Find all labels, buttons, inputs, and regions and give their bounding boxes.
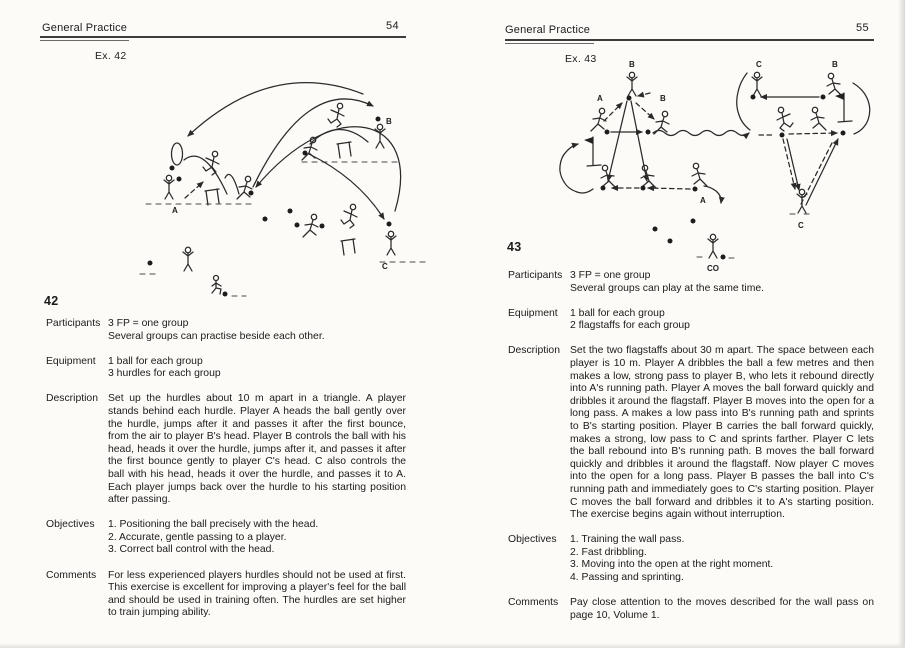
stick-figure [627, 72, 637, 96]
page-header-title: General Practice [505, 24, 591, 36]
section-line: 2 flagstaffs for each group [570, 320, 690, 332]
pass-arrow [188, 83, 363, 136]
section-line: 3 FP = one group [570, 270, 651, 281]
diagram-label-b-mid: B [660, 94, 666, 103]
diagram-label-b-top: B [629, 60, 635, 69]
section-line: 3 hurdles for each group [108, 368, 221, 380]
hurdle-icon [205, 189, 219, 205]
figure-caption: Ex. 42 [95, 50, 127, 62]
player-group-b [302, 103, 402, 162]
participants-label: Participants [508, 270, 563, 281]
player-group-a [146, 143, 256, 215]
left-circuit [560, 60, 721, 205]
header-title-underline [40, 40, 129, 41]
run-arrow [648, 188, 690, 189]
exercise-43-diagram [537, 57, 905, 279]
stick-figure [341, 204, 357, 228]
stick-figure [692, 163, 707, 186]
comments-label: Comments [508, 597, 559, 609]
exercise-number: 42 [44, 294, 59, 308]
section-line: 1. Positioning the ball precisely with the head. [108, 519, 319, 531]
ball-dot [668, 239, 673, 244]
diagram-label-a-bottom: A [700, 196, 706, 205]
section-line: Several groups can practise beside each other. [108, 330, 325, 342]
ball-dot [601, 186, 606, 191]
stick-figure [708, 234, 718, 258]
ground-line [140, 274, 246, 296]
header-arc [310, 129, 368, 144]
equipment-section [508, 308, 874, 333]
flagstaff-icon [584, 137, 601, 166]
dribble-loop [737, 73, 750, 130]
equipment-label: Equipment [46, 355, 96, 367]
hurdle-icon [341, 239, 355, 255]
dribble-loop [853, 83, 870, 134]
exercise-42-diagram [132, 58, 454, 295]
ball-dot [653, 227, 658, 232]
stick-figure [827, 73, 842, 96]
comments-section [46, 570, 406, 620]
page-header-title: General Practice [42, 22, 128, 34]
run-path [801, 141, 833, 204]
comments-text: Pay close attention to the moves described for the wall pass on page 10, Volume 1. [570, 597, 874, 621]
section-line: 3. Correct ball control with the head. [108, 544, 275, 556]
stick-figure [164, 175, 174, 199]
description-text: Set up the hurdles about 10 m apart in a triangle. A player stands behind each hurdle. Player A heads the ball gently over the hurdle, jumps after it and passes it after the first bounce, from the air to player B's head. Player B controls the ball with his head, heads it over the hurdle, jumps after it, and passes it after the first bounce gently to player C's head. C also controls the ball with his head, heads it over the hurdle, and passes it to A. Each player jumps back over the hurdle to his starting position after passing. [108, 393, 406, 506]
section-line: 3 FP = one group [108, 318, 189, 329]
section-line: 1 ball for each group [108, 355, 203, 367]
header-title-underline [505, 43, 594, 44]
section-line: 2. Fast dribbling. [570, 546, 647, 558]
ball-dot [148, 261, 153, 266]
stick-figure [328, 103, 344, 127]
jump-arrow [185, 182, 203, 198]
stick-figure [237, 176, 252, 199]
section-line: Several groups can play at the same time. [570, 282, 765, 294]
comments-label: Comments [46, 569, 97, 581]
figure-caption: Ex. 43 [565, 53, 597, 65]
ball-dot [691, 219, 696, 224]
ball-dot [841, 131, 846, 136]
objectives-section [46, 519, 406, 557]
comments-text: For less experienced players hurdles should not be used at first. This exercise is excellent for improving a player's feel for the ball and should be used in training often. The hurdles are set higher to train jumping ability. [108, 569, 406, 619]
waiting-players [140, 209, 325, 297]
ball-dot [780, 133, 785, 138]
stick-figure [303, 214, 318, 237]
ball-dot [641, 186, 646, 191]
exercise-43-details [508, 270, 874, 635]
ball-dot [303, 151, 308, 156]
section-line: 4. Passing and sprinting. [570, 571, 684, 583]
page-number: 54 [386, 20, 400, 32]
stick-figure [212, 276, 221, 295]
diagram-label-c-bottom: C [798, 221, 804, 230]
run-arrow [604, 103, 622, 121]
diagram-label-a-left: A [597, 94, 603, 103]
participants-section [46, 318, 406, 343]
stick-figure [183, 247, 193, 271]
exercise-42-details [46, 318, 406, 632]
header-arc [184, 156, 227, 194]
description-section [46, 393, 406, 506]
objectives-label: Objectives [508, 534, 557, 546]
pass-arrow [608, 101, 627, 181]
diagram-label-c: C [382, 262, 388, 271]
section-line: 2. Accurate, gentle passing to a player. [108, 531, 287, 543]
ball-dot [263, 217, 268, 222]
dribble-arrow [704, 186, 721, 203]
description-label: Description [508, 345, 560, 357]
flagstaff-icon [835, 93, 852, 122]
equipment-section [46, 356, 406, 381]
ball-dot [821, 95, 826, 100]
diagram-label-b: B [386, 117, 392, 126]
stick-figure [591, 108, 606, 131]
ball-loop [172, 143, 183, 165]
header-rule [505, 39, 874, 41]
ball-dot [295, 223, 300, 228]
pass-arcs [188, 83, 401, 219]
ball-dot [177, 177, 182, 182]
ball-dot [721, 255, 726, 260]
pass-arrow [256, 127, 401, 211]
description-text: Set the two flagstaffs about 30 m apart. The space between each player is 10 m. Player A dribbles the ball a few metres and then makes a low, strong pass to player B, who lets it rebound directly into A's running path. Player A moves the ball forward quickly and dribbles it around the flagstaff. Player B moves into the open for a long pass. A makes a low pass into B's running path and sprints to B's starting position. Player B carries the ball forward quickly, makes a strong, low pass to C and sprints farther. Player C lets the ball rebound into B's running path. B moves the ball forward quickly and dribbles it around the flagstaff. Now player C moves into the open for a long pass. Player B passes the ball into C's running path and immediately goes to C's starting position. Player C moves the ball forward and dribbles it to A's starting position. The exercise begins again without interruption. [570, 345, 874, 521]
participants-label: Participants [46, 318, 101, 329]
ball-dot [223, 292, 228, 297]
dribble-loop [560, 144, 593, 193]
participants-section [508, 270, 874, 295]
objectives-section [508, 534, 874, 584]
run-arrow [789, 133, 837, 134]
right-circuit [737, 60, 870, 230]
page-54 [0, 0, 452, 648]
stick-figure [641, 165, 656, 188]
exercise-number: 43 [507, 240, 522, 254]
ball-dot [387, 222, 392, 227]
diagram-label-c-top: C [756, 60, 762, 69]
stick-figure [203, 151, 219, 175]
description-label: Description [46, 393, 98, 405]
equipment-label: Equipment [508, 307, 558, 319]
pass-arrow [309, 154, 384, 219]
section-line: 1 ball for each group [570, 307, 665, 319]
ball-dot [627, 96, 632, 101]
diagram-label-b-right: B [832, 60, 838, 69]
stick-figure [777, 107, 793, 131]
ball-dot [376, 117, 381, 122]
coach-group [653, 219, 737, 274]
dribble-wavy-line [653, 131, 749, 136]
ball-dot [646, 130, 651, 135]
player-group-c [295, 204, 426, 271]
pass-arrow [631, 101, 647, 181]
stick-figure [811, 107, 826, 130]
diagram-label-a: A [172, 206, 178, 215]
hurdle-icon [337, 142, 351, 158]
ball-dot [693, 187, 698, 192]
ball-dot [751, 95, 756, 100]
bounce-arc [225, 174, 239, 194]
ball-dot [249, 191, 254, 196]
description-section [508, 345, 874, 521]
ball-dot [320, 224, 325, 229]
ball-dot [170, 166, 175, 171]
section-line: 1. Training the wall pass. [570, 534, 685, 546]
ball-dot [605, 130, 610, 135]
stick-figure [386, 231, 396, 255]
run-arrow [638, 93, 650, 96]
page-55 [452, 0, 905, 648]
ball-dot [288, 209, 293, 214]
section-line: 3. Moving into the open at the right moment. [570, 559, 774, 571]
run-arrow [636, 103, 654, 119]
diagram-label-coach: CO [707, 264, 719, 273]
page-number: 55 [856, 22, 870, 34]
header-rule [40, 36, 406, 38]
pass-arrow [806, 139, 838, 205]
comments-section [508, 597, 874, 622]
stick-figure [752, 72, 762, 96]
objectives-label: Objectives [46, 519, 95, 531]
